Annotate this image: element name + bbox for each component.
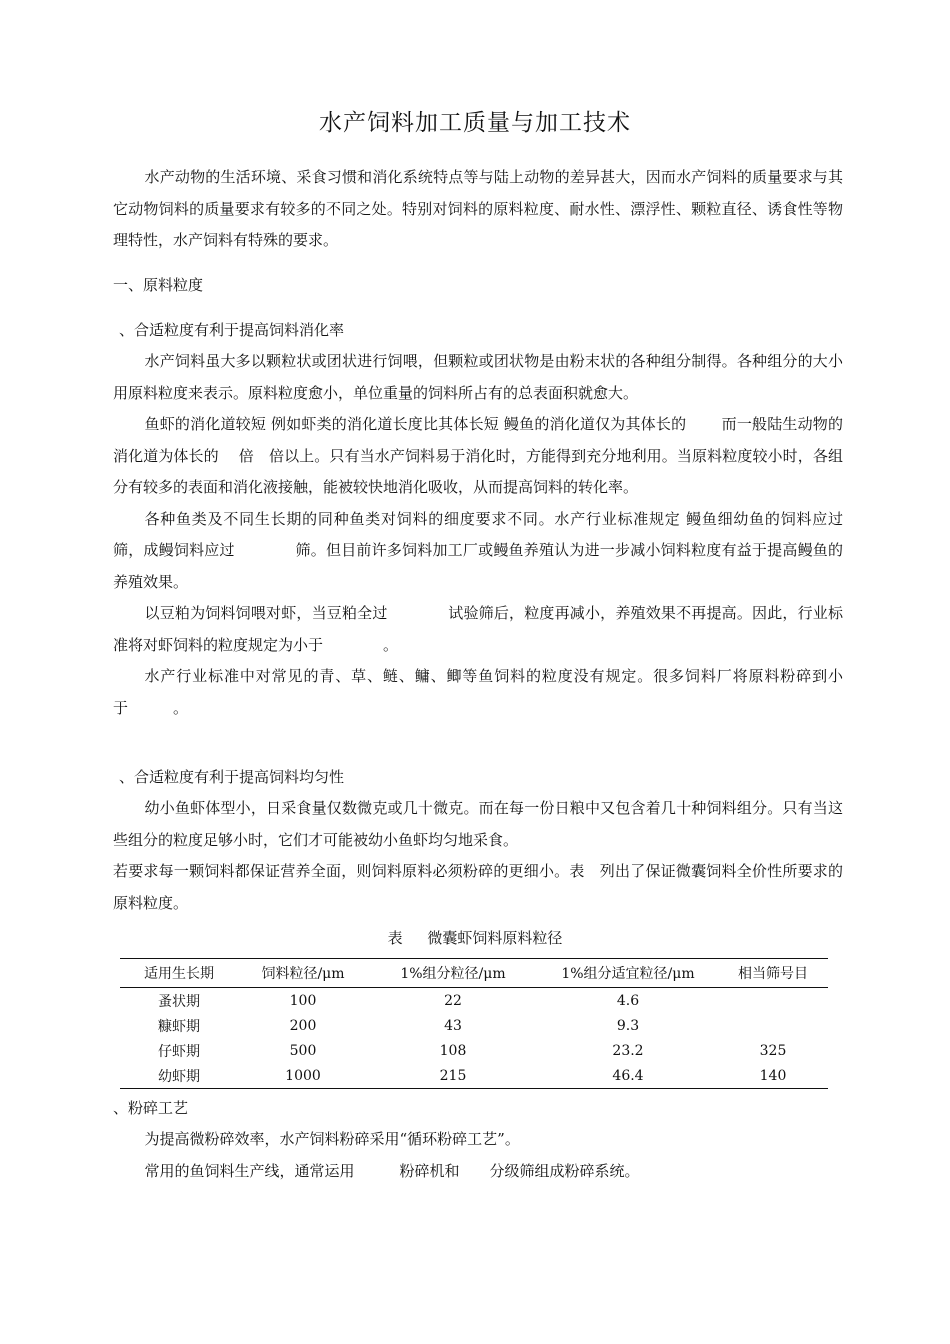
column-header-feed-size: 饲料粒径/μm (238, 959, 368, 988)
paragraph-particle-intro: 水产饲料虽大多以颗粒状或团状进行饲喂，但颗粒或团状物是由粉末状的各种组分制得。各种组分的大小用原料粒度来表示。原料粒度愈小，单位重量的饲料所占有的总表面积就愈大。 (113, 352, 843, 402)
intro-block (113, 162, 843, 257)
table-row (120, 1013, 828, 1038)
particle-size-table (120, 958, 828, 1089)
paragraph-juvenile-feeding: 幼小鱼虾体型小，日采食量仅数微克或几十微克。而在每一份日粮中又包含着几十种饲料组分。只有当这些组分的粒度足够小时，它们才可能被幼小鱼虾均匀地采食。 (113, 799, 843, 849)
section-heading-grinding: 、粉碎工艺 (113, 1099, 189, 1117)
table-cell: 23.2 (612, 1042, 644, 1059)
table-cell: 46.4 (538, 1063, 718, 1089)
table-caption-prefix: 表 (387, 929, 403, 947)
table-header-row (120, 959, 828, 988)
paragraph-microcapsule-intro: 若要求每一颗饲料都保证营养全面，则饲料原料必须粉碎的更细小。表 列出了保证微囊饲料全价性所要求的原料粒度。 (113, 862, 843, 912)
paragraph-eel-standard: 各种鱼类及不同生长期的同种鱼类对饲料的细度要求不同。水产行业标准规定 鳗鱼细幼鱼的饲料应过 筛，成鳗饲料应过 筛。但目前许多饲料加工厂或鳗鱼养殖认为进一步减小饲料粒度有益于提高鳗鱼的养殖效果。 (113, 509, 904, 591)
table-cell: 43 (444, 1017, 462, 1034)
table-cell: 幼虾期 (120, 1063, 238, 1089)
uniformity-block (113, 793, 843, 919)
table-cell: 蚤状期 (158, 993, 200, 1010)
table-cell: 4.6 (616, 992, 640, 1009)
paragraph-common-fish: 水产行业标准中对常见的青、草、鲢、鳙、鲫等鱼饲料的粒度没有规定。很多饲料厂将原料粉碎到小于 。 (113, 667, 843, 717)
digestibility-block (113, 346, 904, 724)
table-cell: 140 (718, 1063, 828, 1089)
paragraph-soybean-meal: 以豆粕为饲料饲喂对虾，当豆粕全过 试验筛后，粒度再减小，养殖效果不再提高。因此，行业标准将对虾饲料的粒度规定为小于 。 (113, 604, 843, 654)
paragraph-production-line: 常用的鱼饲料生产线，通常运用 粉碎机和 分级筛组成粉碎系统。 (144, 1161, 640, 1180)
subsection-heading-digestibility: 、合适粒度有利于提高饲料消化率 (119, 321, 345, 339)
table-row (120, 1038, 828, 1063)
table-cell: 1000 (238, 1063, 368, 1089)
table-cell: 9.3 (616, 1017, 640, 1034)
table-cell: 200 (289, 1017, 317, 1034)
section-heading-particle-size: 一、原料粒度 (113, 276, 204, 294)
column-header-component-size: 1%组分粒径/μm (368, 959, 538, 988)
table-row (120, 988, 828, 1014)
table-cell: 100 (289, 992, 317, 1009)
grinding-block (113, 1124, 843, 1187)
paragraph-circulation-grinding: 为提高微粉碎效率，水产饲料粉碎采用“循环粉碎工艺”。 (144, 1130, 520, 1148)
table-caption-text: 微囊虾饲料原料粒径 (427, 929, 563, 947)
table-cell (718, 988, 828, 1014)
table-cell (718, 1013, 828, 1038)
table-cell: 325 (759, 1042, 787, 1059)
table-cell: 22 (444, 992, 462, 1009)
table-caption (0, 926, 950, 950)
subsection-heading-uniformity: 、合适粒度有利于提高饲料均匀性 (119, 768, 345, 786)
table-cell: 500 (289, 1042, 317, 1059)
table-cell: 215 (368, 1063, 538, 1089)
table-row (120, 1063, 828, 1089)
table-cell: 仔虾期 (158, 1043, 200, 1060)
column-header-growth-stage: 适用生长期 (120, 959, 238, 988)
column-header-suitable-size: 1%组分适宜粒径/μm (538, 959, 718, 988)
table-cell: 糠虾期 (158, 1018, 200, 1035)
column-header-mesh: 相当筛号目 (718, 959, 828, 988)
paragraph-digestive-tract: 鱼虾的消化道较短 例如虾类的消化道长度比其体长短 鳗鱼的消化道仅为其体长的 而一般陆生动物的消化道为体长的 倍 倍以上。只有当水产饲料易于消化时，方能得到充分地利用。当原料粒度较小时，各组分有较多的表面和消化液接触，能被较快地消化吸收，从而提高饲料的转化率。 (113, 415, 843, 496)
document-title: 水产饲料加工质量与加工技术 (319, 110, 631, 136)
table-cell: 108 (439, 1042, 467, 1059)
intro-paragraph: 水产动物的生活环境、采食习惯和消化系统特点等与陆上动物的差异甚大，因而水产饲料的质量要求与其它动物饲料的质量要求有较多的不同之处。特别对饲料的原料粒度、耐水性、漂浮性、颗粒直径、诱食性等物理特性，水产饲料有特殊的要求。 (113, 168, 843, 249)
